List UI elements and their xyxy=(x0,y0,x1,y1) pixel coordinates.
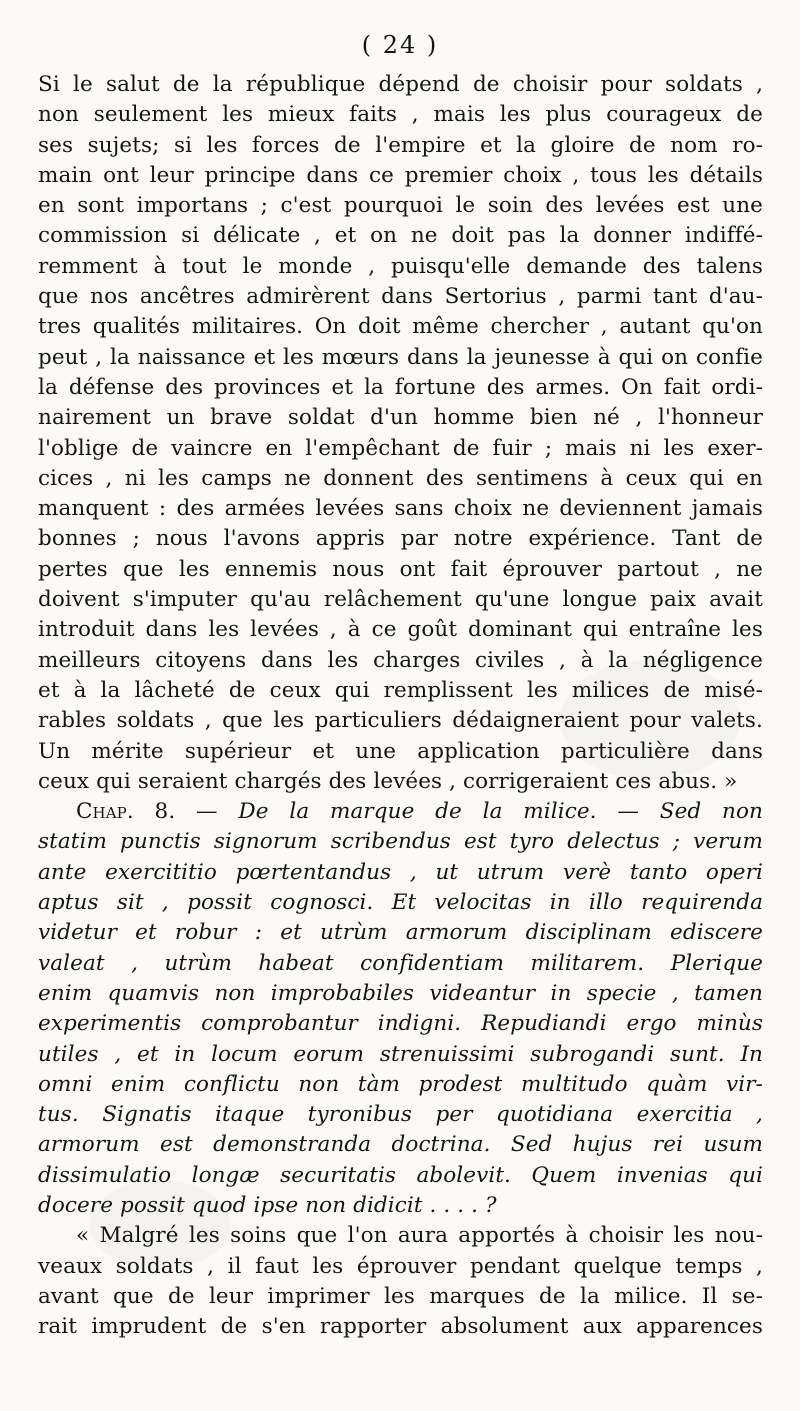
text-line: meilleurs citoyens dans les charges civiles , à la négligence xyxy=(38,647,763,673)
latin-line: ante exercititio pœrtentandus , ut utrum verè tanto operi xyxy=(38,859,763,885)
latin-line: videtur et robur : et utrùm armorum disciplinam ediscere xyxy=(38,920,763,946)
latin-line: experimentis comprobantur indigni. Repudiandi ergo minùs xyxy=(38,1011,763,1037)
text-line: manquent : des armées levées sans choix ne deviennent jamais xyxy=(38,496,763,522)
text-line: rait imprudent de s'en rapporter absolument aux apparences xyxy=(38,1314,763,1340)
page-number: ( 24 ) xyxy=(361,31,439,59)
text-line: Si le salut de la république dépend de choisir pour soldats , xyxy=(38,72,763,97)
text-line: commission si délicate , et on ne doit pas la donner indiffé- xyxy=(38,223,763,249)
text-line: peut , la naissance et les mœurs dans la jeunesse à qui on confie xyxy=(38,344,763,370)
text-line: tres qualités militaires. On doit même chercher , autant qu'on xyxy=(38,314,763,340)
chapter-heading-line xyxy=(38,797,763,827)
text-line: remment à tout le monde , puisqu'elle demande des talens xyxy=(38,253,763,279)
text-line: ceux qui seraient chargés des levées , corrigeraient ces abus. » xyxy=(38,768,738,794)
text-line: bonnes ; nous l'avons appris par notre expérience. Tant de xyxy=(38,526,763,552)
text-line: et à la lâcheté de ceux qui remplissent les milices de misé- xyxy=(38,677,763,703)
latin-line: utiles , et in locum eorum strenuissimi subrogandi sunt. In xyxy=(38,1041,763,1067)
text-line: avant que de leur imprimer les marques de la milice. Il se- xyxy=(38,1283,763,1309)
text-line: non seulement les mieux faits , mais les plus courageux de xyxy=(38,102,763,128)
text-line: cices , ni les camps ne donnent des sentimens à ceux qui en xyxy=(38,465,763,491)
text-line: veaux soldats , il faut les éprouver pendant quelque temps , xyxy=(38,1253,763,1279)
chapter-title: De la marque de la milice. — xyxy=(217,799,660,825)
latin-line: docere possit quod ipse non didicit . . . . ? xyxy=(38,1192,497,1218)
text-line: que nos ancêtres admirèrent dans Sertorius , parmi tant d'au- xyxy=(38,284,763,310)
french-paragraph-1 xyxy=(38,70,763,797)
page-text xyxy=(38,70,763,1342)
text-line: main ont leur principe dans ce premier choix , tous les détails xyxy=(38,162,763,188)
french-paragraph-2 xyxy=(38,1221,763,1342)
latin-line: armorum est demonstranda doctrina. Sed hujus rei usum xyxy=(38,1132,763,1158)
text-line: nairement un brave soldat d'un homme bien né , l'honneur xyxy=(38,405,763,431)
chapter-label: Chap. 8. — xyxy=(76,799,218,825)
text-line: en sont importans ; c'est pourquoi le soin des levées est une xyxy=(38,193,763,219)
text-line: Un mérite supérieur et une application particulière dans xyxy=(38,738,763,764)
text-line: la défense des provinces et la fortune des armes. On fait ordi- xyxy=(38,374,763,400)
latin-line: aptus sit , possit cognosci. Et velocitas in illo requirenda xyxy=(38,890,763,916)
text-line: « Malgré les soins que l'on aura apportés à choisir les nou- xyxy=(76,1223,763,1249)
text-line: doivent s'imputer qu'au relâchement qu'une longue paix avait xyxy=(38,587,763,613)
latin-line: enim quamvis non improbabiles videantur in specie , tamen xyxy=(38,980,763,1006)
latin-line: valeat , utrùm habeat confidentiam militarem. Plerique xyxy=(38,950,763,976)
text-line: introduit dans les levées , à ce goût dominant qui entraîne les xyxy=(38,617,763,643)
latin-line: dissimulatio longæ securitatis abolevit. Quem invenias qui xyxy=(38,1162,763,1188)
latin-line: statim punctis signorum scribendus est tyro delectus ; verum xyxy=(38,829,763,855)
latin-passage xyxy=(38,797,763,1221)
text-line: pertes que les ennemis nous ont fait éprouver partout , ne xyxy=(38,556,763,582)
latin-line: omni enim conflictu non tàm prodest multitudo quàm vir- xyxy=(38,1071,763,1097)
latin-line: tus. Signatis itaque tyronibus per quotidiana exercitia , xyxy=(38,1102,763,1128)
text-line: rables soldats , que les particuliers dédaigneraient pour valets. xyxy=(38,708,763,734)
latin-text: Sed non xyxy=(659,799,763,825)
text-line: l'oblige de vaincre en l'empêchant de fuir ; mais ni les exer- xyxy=(38,435,763,461)
text-line: ses sujets; si les forces de l'empire et la gloire de nom ro- xyxy=(38,132,763,158)
